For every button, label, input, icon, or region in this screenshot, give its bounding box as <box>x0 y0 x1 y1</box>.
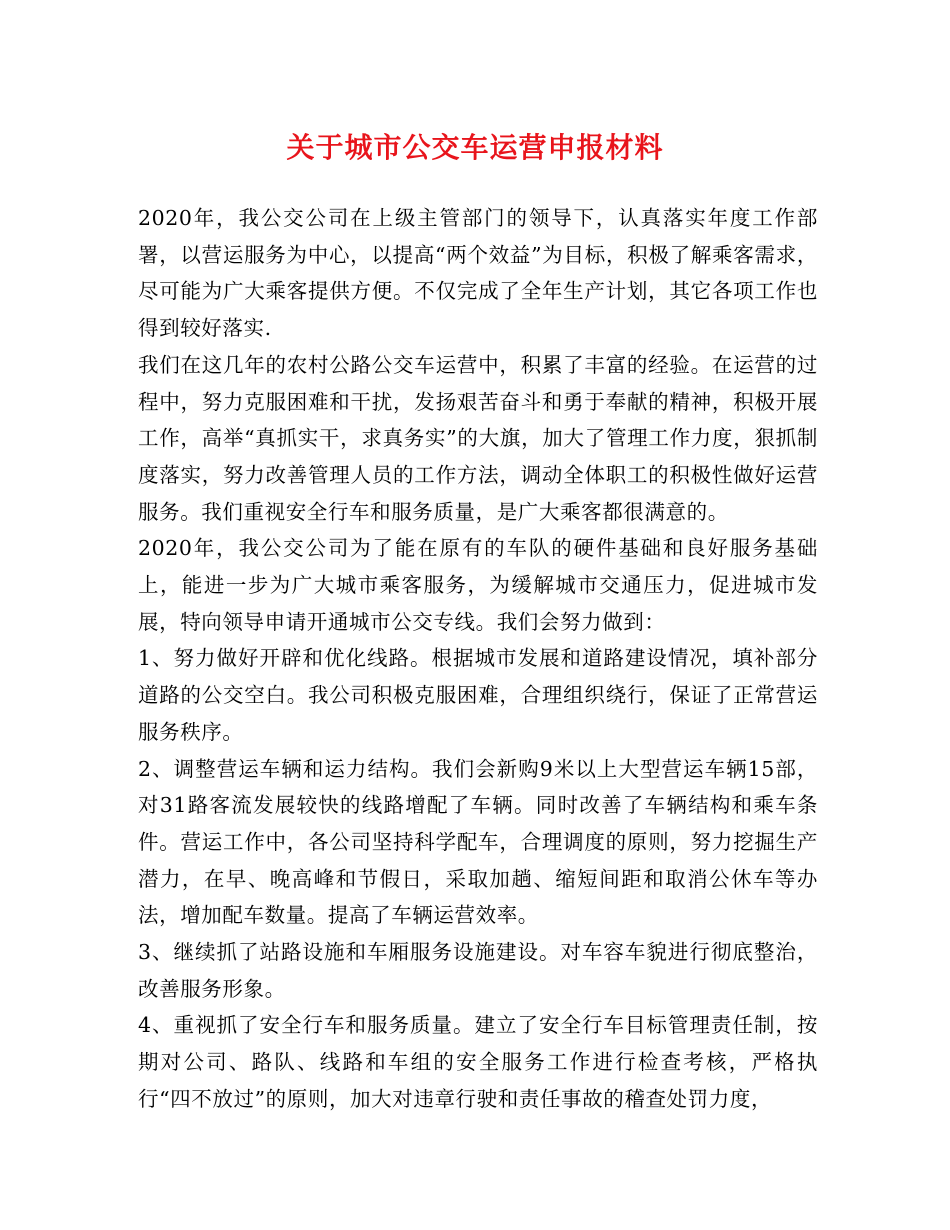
paragraph-item-2: 2、调整营运车辆和运力结构。我们会新购9米以上大型营运车辆15部，对31路客流发展较快的线路增配了车辆。同时改善了车辆结构和乘车条件。营运工作中，各公司坚持科学配车，合理调度的原则，努力挖掘生产潜力，在早、晚高峰和节假日，采取加趟、缩短间距和取消公休车等办法，增加配车数量。提高了车辆运营效率。 <box>138 756 818 928</box>
paragraph-3: 2020年，我公交公司为了能在原有的车队的硬件基础和良好服务基础上，能进一步为广大城市乘客服务，为缓解城市交通压力，促进城市发展，特向领导申请开通城市公交专线。我们会努力做到： <box>138 536 818 634</box>
paragraph-1: 2020年，我公交公司在上级主管部门的领导下，认真落实年度工作部署，以营运服务为中心，以提高“两个效益”为目标，积极了解乘客需求，尽可能为广大乘客提供方便。不仅完成了全年生产计划，其它各项工作也得到较好落实. <box>138 206 818 341</box>
document-body <box>138 200 818 1118</box>
paragraph-item-4: 4、重视抓了安全行车和服务质量。建立了安全行车目标管理责任制，按期对公司、路队、线路和车组的安全服务工作进行检查考核，严格执行“四不放过”的原则，加大对违章行驶和责任事故的稽查处罚力度， <box>138 1013 818 1111</box>
document-title: 关于城市公交车运营申报材料 <box>286 131 664 164</box>
paragraph-item-1: 1、努力做好开辟和优化线路。根据城市发展和道路建设情况，填补部分道路的公交空白。我公司积极克服困难，合理组织绕行，保证了正常营运服务秩序。 <box>138 646 818 744</box>
paragraph-item-3: 3、继续抓了站路设施和车厢服务设施建设。对车容车貌进行彻底整治，改善服务形象。 <box>138 940 818 1001</box>
paragraph-2: 我们在这几年的农村公路公交车运营中，积累了丰富的经验。在运营的过程中，努力克服困难和干扰，发扬艰苦奋斗和勇于奉献的精神，积极开展工作，高举“真抓实干，求真务实”的大旗，加大了管理工作力度，狠抓制度落实，努力改善管理人员的工作方法，调动全体职工的积极性做好运营服务。我们重视安全行车和服务质量，是广大乘客都很满意的。 <box>138 352 818 524</box>
